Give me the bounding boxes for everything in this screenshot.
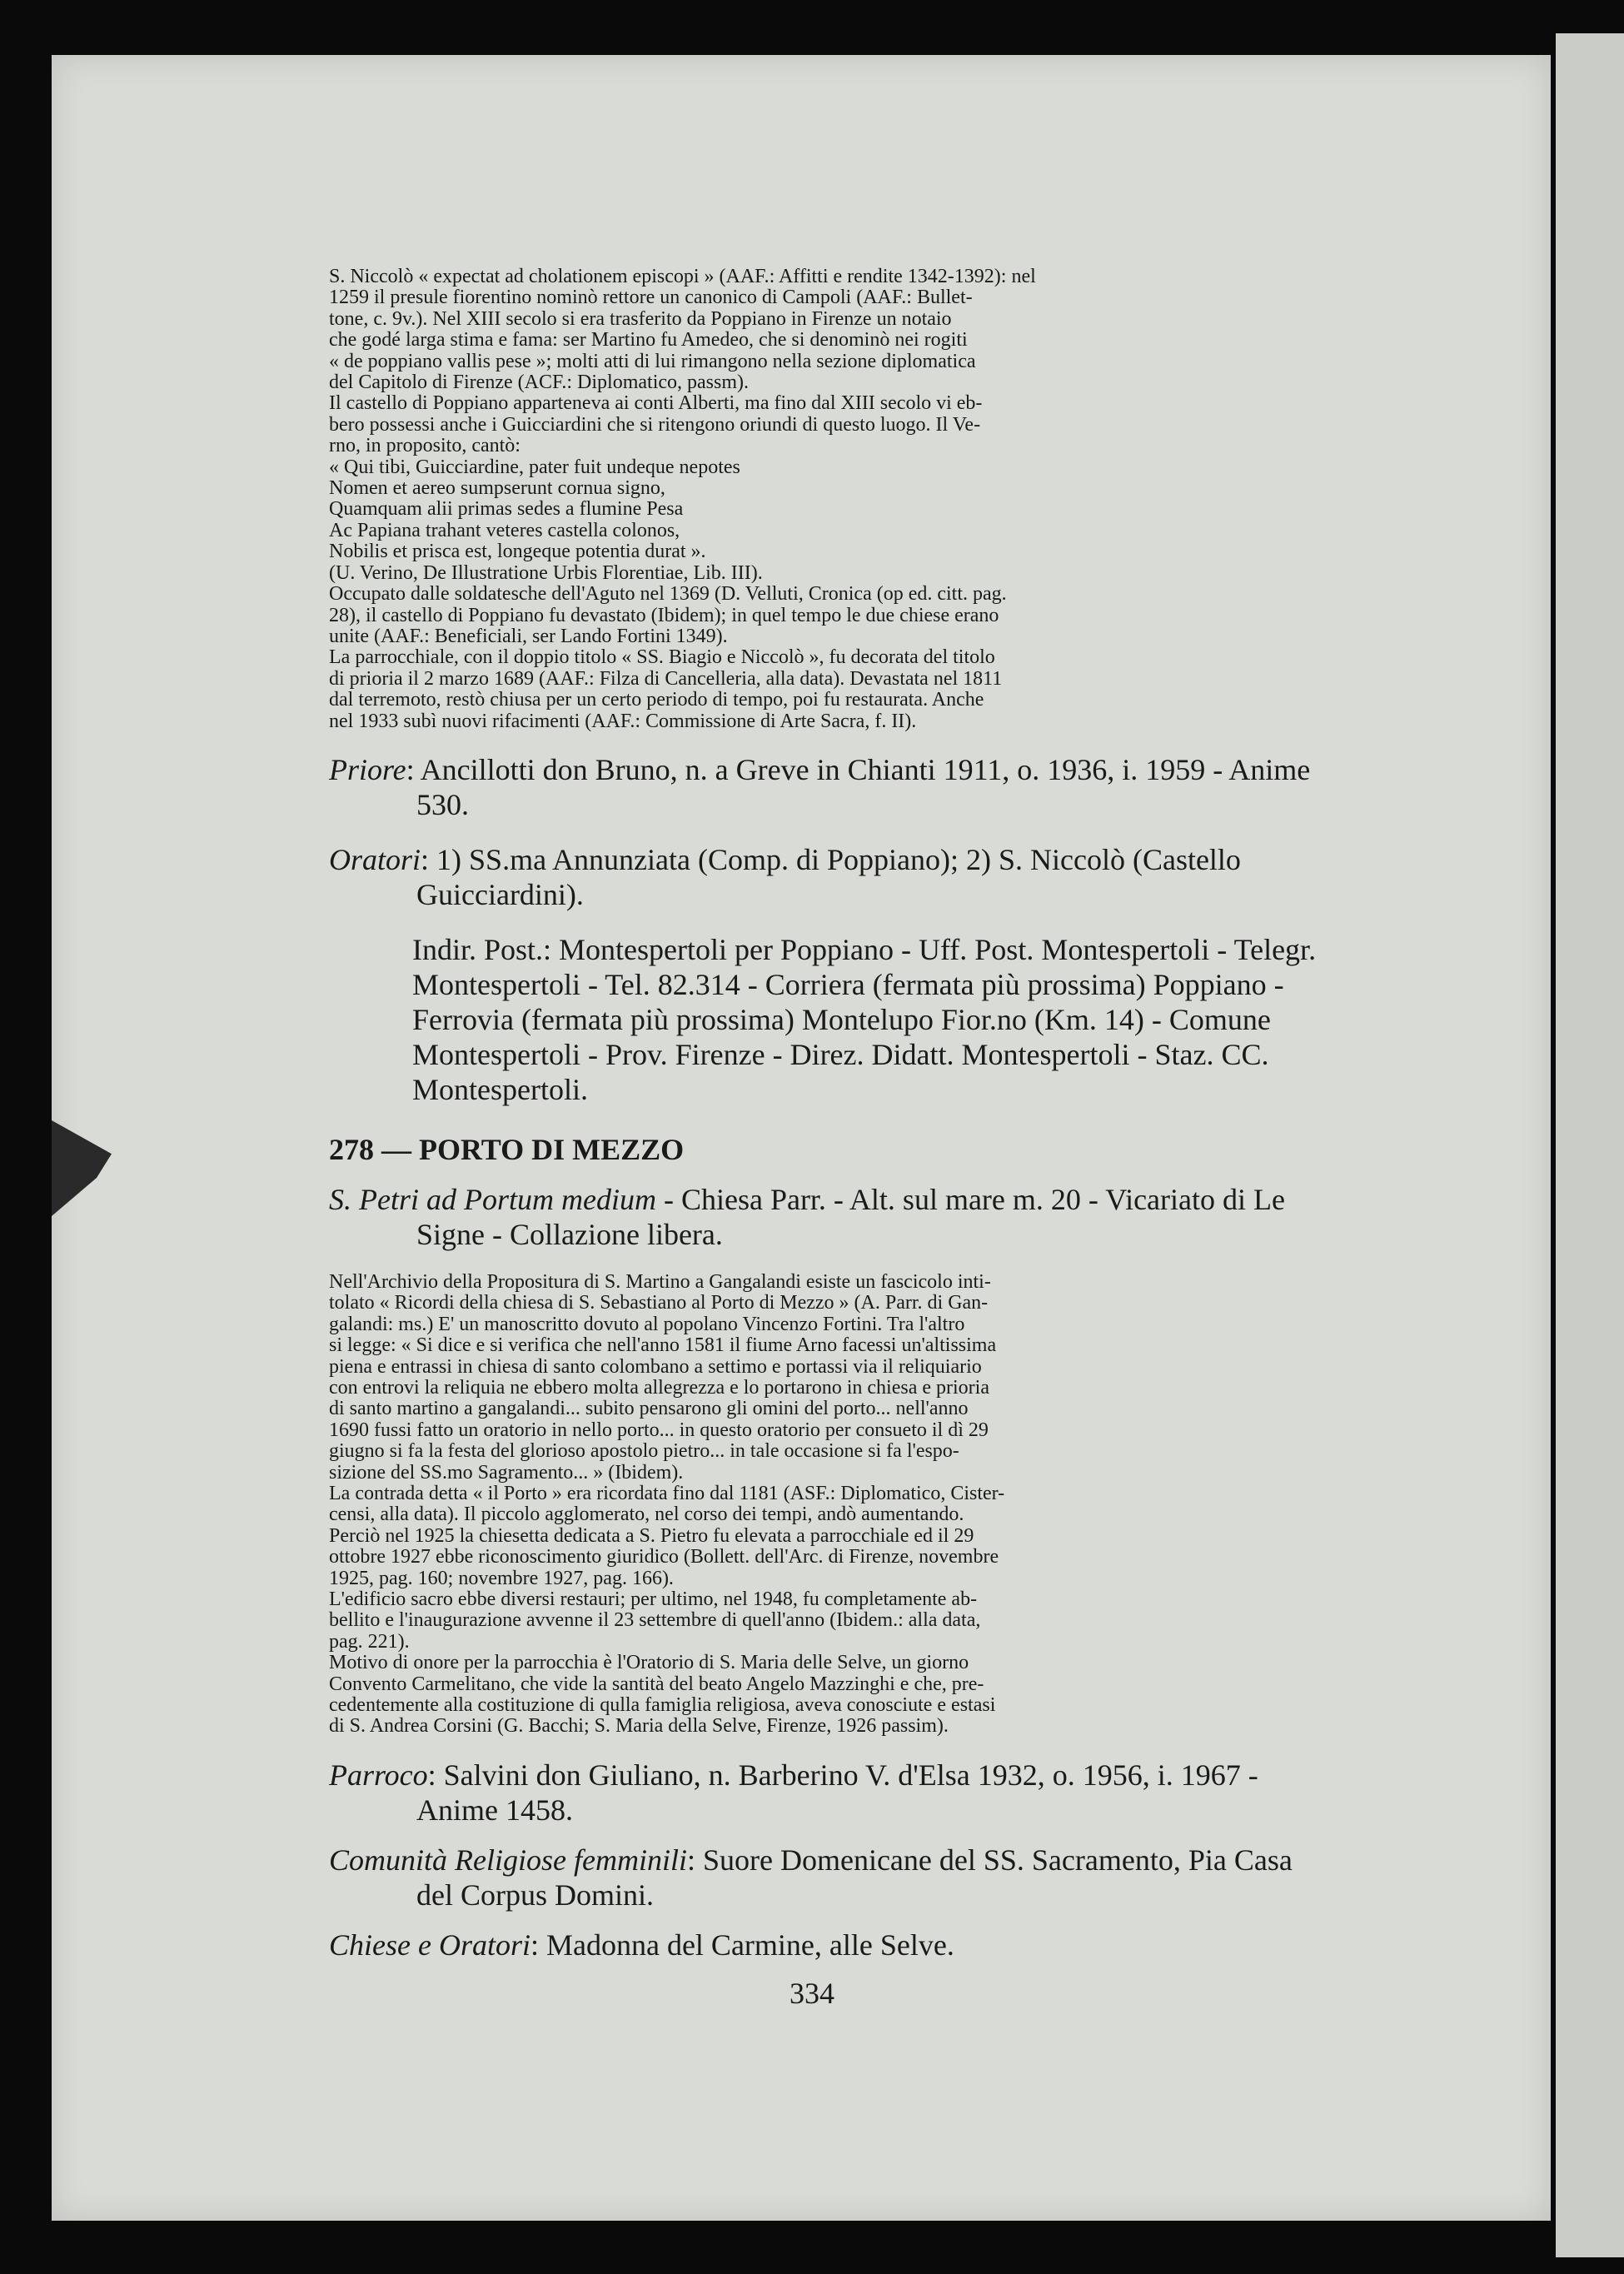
footnote-line: unite (AAF.: Beneficiali, ser Lando Fortini 1349). xyxy=(329,625,728,647)
chiese-label: Chiese e Oratori xyxy=(329,1927,531,1962)
footnote-line: giugno si fa la festa del glorioso apostolo pietro... in tale occasione si fa l'espo- xyxy=(329,1440,959,1463)
footnote-block-porto xyxy=(329,1272,1328,1738)
chiese-entry xyxy=(329,1927,1328,1962)
church-details: - Chiesa Parr. - Alt. sul mare m. 20 - Vicariato di Le Signe - Collazione libera. xyxy=(416,1182,1285,1251)
footnote-line: Nell'Archivio della Propositura di S. Martino a Gangalandi esiste un fascicolo inti- xyxy=(329,1270,991,1293)
footnote-line: che godé larga stima e fama: ser Martino fu Amedeo, che si denominò nei rogiti xyxy=(329,329,968,352)
section-heading: 278 — PORTO DI MEZZO xyxy=(329,1132,685,1166)
footnote-line: del Capitolo di Firenze (ACF.: Diplomatico, passm). xyxy=(329,372,750,394)
footnote-line: La contrada detta « il Porto » era ricordata fino dal 1181 (ASF.: Diplomatico, Cister- xyxy=(329,1483,1005,1504)
church-subtitle xyxy=(329,1182,1328,1252)
footnote-line: S. Niccolò « expectat ad cholationem episcopi » (AAF.: Affitti e rendite 1342-1392): nel xyxy=(329,266,1036,287)
footnote-line: 1690 fussi fatto un oratorio in nello porto... in questo oratorio per consueto il dì 29 xyxy=(329,1419,989,1441)
footnote-block-poppiano xyxy=(329,267,1328,732)
footnote-line: 28), il castello di Poppiano fu devastato (Ibidem); in quel tempo le due chiese erano xyxy=(329,604,999,626)
footnote-line: tone, c. 9v.). Nel XIII secolo si era trasferito da Poppiano in Firenze un notaio xyxy=(329,307,952,330)
parroco-label: Parroco xyxy=(329,1758,428,1792)
footnote-line: Nobilis et prisca est, longeque potentia durat ». xyxy=(329,541,706,563)
footnote-line: « Qui tibi, Guicciardine, pater fuit undeque nepotes xyxy=(329,456,740,478)
footnote-line: Il castello di Poppiano apparteneva ai conti Alberti, ma fino dal XIII secolo vi eb- xyxy=(329,392,983,415)
oratori-entry xyxy=(329,842,1328,912)
footnote-line: ottobre 1927 ebbe riconoscimento giuridico (Bollett. dell'Arc. di Firenze, novembre xyxy=(329,1546,999,1568)
oratori-text: : 1) SS.ma Annunziata (Comp. di Poppiano); 2) S. Niccolò (Castello Guicciardini). xyxy=(416,842,1241,911)
footnote-line: Quamquam alii primas sedes a flumine Pesa xyxy=(329,498,684,521)
footnote-line: cedentemente alla costituzione di qulla famiglia religiosa, aveva conosciute e estasi xyxy=(329,1694,996,1717)
footnote-line: La parrocchiale, con il doppio titolo « SS. Biagio e Niccolò », fu decorata del titolo xyxy=(329,646,995,669)
footnote-line: Ac Papiana trahant veteres castella colonos, xyxy=(329,519,680,541)
footnote-line: Nomen et aereo sumpserunt cornua signo, xyxy=(329,477,665,500)
footnote-line: pag. 221). xyxy=(329,1630,410,1653)
parroco-entry xyxy=(329,1758,1328,1828)
footnote-line: rno, in proposito, cantò: xyxy=(329,435,521,457)
footnote-line: galandi: ms.) E' un manoscritto dovuto al popolano Vincenzo Fortini. Tra l'altro xyxy=(329,1313,965,1335)
footnote-line: L'edificio sacro ebbe diversi restauri; per ultimo, nel 1948, fu completamente ab- xyxy=(329,1588,978,1611)
comunita-entry xyxy=(329,1843,1328,1912)
comunita-label: Comunità Religiose femminili xyxy=(329,1843,687,1877)
chiese-text: : Madonna del Carmine, alle Selve. xyxy=(530,1927,954,1962)
footnote-line: « de poppiano vallis pese »; molti atti di lui rimangono nella sezione diplomatica xyxy=(329,350,976,372)
footnote-line: si legge: « Si dice e si verifica che nell'anno 1581 il fiume Arno facessi un'altissima xyxy=(329,1334,997,1357)
footnote-line: bero possessi anche i Guicciardini che si ritengono oriundi di questo luogo. Il Ve- xyxy=(329,413,981,436)
footnote-line: sizione del SS.mo Sagramento... » (Ibidem). xyxy=(329,1461,684,1484)
priore-label: Priore xyxy=(329,752,406,786)
footnote-line: nel 1933 subì nuovi rifacimenti (AAF.: Commissione di Arte Sacra, f. II). xyxy=(329,710,917,732)
footnote-line: tolato « Ricordi della chiesa di S. Sebastiano al Porto di Mezzo » (A. Parr. di Gan- xyxy=(329,1292,989,1314)
footnote-line: di S. Andrea Corsini (G. Bacchi; S. Maria della Selve, Firenze, 1926 passim). xyxy=(329,1715,949,1738)
footnote-line: dal terremoto, restò chiusa per un certo periodo di tempo, poi fu restaurata. Anche xyxy=(329,689,984,711)
footnote-line: 1925, pag. 160; novembre 1927, pag. 166). xyxy=(329,1567,674,1589)
priore-text: : Ancillotti don Bruno, n. a Greve in Chianti 1911, o. 1936, i. 1959 - Anime 530. xyxy=(406,752,1311,821)
comunita-text: : Suore Domenicane del SS. Sacramento, Pia Casa del Corpus Domini. xyxy=(416,1843,1293,1912)
oratori-label: Oratori xyxy=(329,842,421,876)
postal-info: Indir. Post.: Montespertoli per Poppiano - Uff. Post. Montespertoli - Telegr. Montespertoli - Tel. 82.314 - Corriera (fermata più prossima) Poppiano - Ferrovia (fermata più prossima) Montelupo Fior.no (Km. 14) - Comune Montespertoli - Prov. Firenze - Direz. Didatt. Montespertoli - Staz. CC. Montespertoli. xyxy=(412,932,1317,1106)
parroco-text: : Salvini don Giuliano, n. Barberino V. d'Elsa 1932, o. 1956, i. 1967 - Anime 1458. xyxy=(416,1758,1258,1827)
footnote-line: di santo martino a gangalandi... subito pensarono gli omini del porto... nell'anno xyxy=(329,1398,969,1420)
footnote-line: Perciò nel 1925 la chiesetta dedicata a S. Pietro fu elevata a parrocchiale ed il 29 xyxy=(329,1524,974,1547)
footnote-line: di prioria il 2 marzo 1689 (AAF.: Filza di Cancelleria, alla data). Devastata nel 1811 xyxy=(329,667,1003,690)
page-content xyxy=(329,267,1328,1962)
footnote-line: 1259 il presule fiorentino nominò rettore un canonico di Campoli (AAF.: Bullet- xyxy=(329,287,973,309)
footnote-line: (U. Verino, De Illustratione Urbis Florentiae, Lib. III). xyxy=(329,561,763,584)
priore-entry xyxy=(329,752,1328,822)
footnote-line: censi, alla data). Il piccolo agglomerato, nel corso dei tempi, andò aumentando. xyxy=(329,1504,964,1526)
footnote-line: bellito e l'inaugurazione avvenne il 23 settembre di quell'anno (Ibidem.: alla data, xyxy=(329,1609,981,1632)
footnote-line: piena e entrassi in chiesa di santo colombano a settimo e portassi via il reliquiario xyxy=(329,1355,982,1378)
footnote-line: Motivo di onore per la parrocchia è l'Oratorio di S. Maria delle Selve, un giorno xyxy=(329,1652,969,1674)
footnote-line: con entrovi la reliquia ne ebbero molta allegrezza e lo portarono in chiesa e prioria xyxy=(329,1376,989,1399)
footnote-line: Occupato dalle soldatesche dell'Aguto nel 1369 (D. Velluti, Cronica (op ed. citt. pag. xyxy=(329,583,1007,606)
church-latin-name: S. Petri ad Portum medium xyxy=(329,1182,656,1216)
adjacent-page xyxy=(1556,33,1624,2257)
page-number: 334 xyxy=(790,1977,834,2010)
footnote-line: Convento Carmelitano, che vide la santità del beato Angelo Mazzinghi e che, pre- xyxy=(329,1673,984,1695)
